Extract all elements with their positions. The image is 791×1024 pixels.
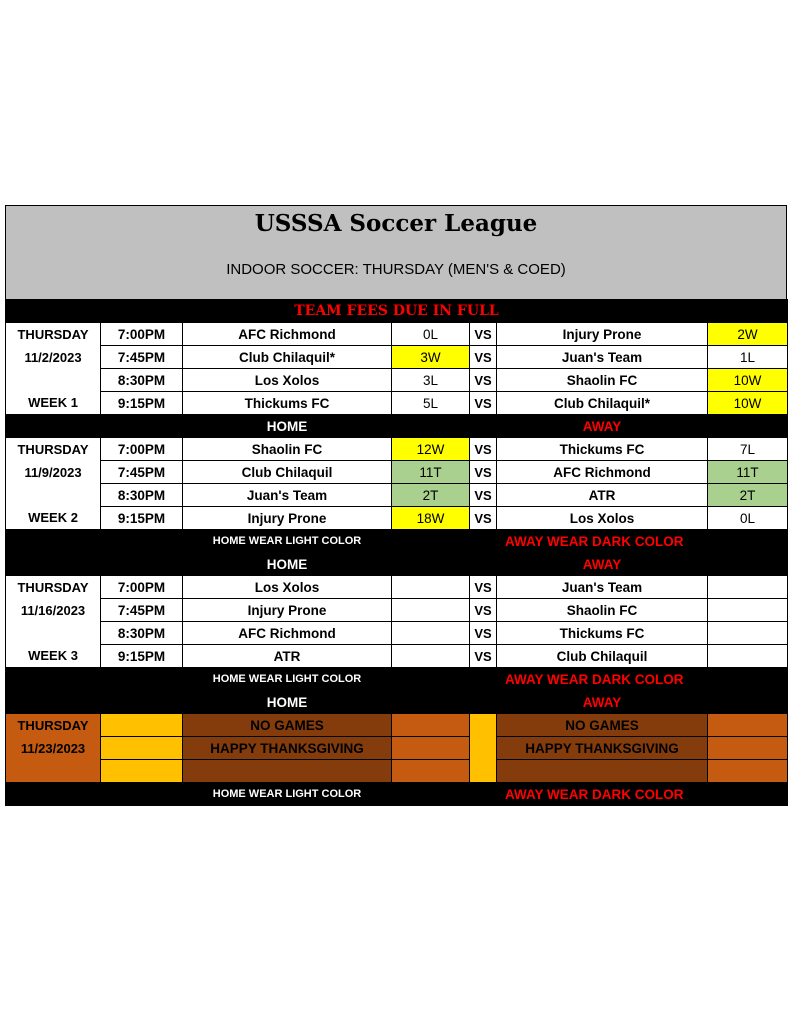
week-label: WEEK 1 <box>6 392 101 415</box>
date-label: 11/16/2023 <box>6 599 101 622</box>
home-team: Injury Prone <box>183 599 392 622</box>
home-score <box>392 622 470 645</box>
game-time: 9:15PM <box>101 392 183 415</box>
day-blank <box>6 622 101 645</box>
game-row <box>6 507 788 530</box>
spacer-cell <box>392 691 497 714</box>
league-subtitle: INDOOR SOCCER: THURSDAY (MEN'S & COED) <box>226 261 566 278</box>
game-row <box>6 323 788 346</box>
away-header: AWAY <box>497 415 708 438</box>
league-header <box>5 205 787 299</box>
home-team: Thickums FC <box>183 392 392 415</box>
away-team: Juan's Team <box>497 346 708 369</box>
vs-label: VS <box>470 576 497 599</box>
away-wear-note: AWAY WEAR DARK COLOR <box>497 530 788 553</box>
home-team: AFC Richmond <box>183 323 392 346</box>
home-header: HOME <box>183 691 392 714</box>
home-score: 0L <box>392 323 470 346</box>
game-time: 7:45PM <box>101 599 183 622</box>
holiday-divider <box>470 714 497 783</box>
date-label: 11/9/2023 <box>6 461 101 484</box>
vs-label: VS <box>470 346 497 369</box>
home-header: HOME <box>183 415 392 438</box>
away-score: 10W <box>708 369 788 392</box>
vs-label: VS <box>470 622 497 645</box>
home-team: Injury Prone <box>183 507 392 530</box>
fees-notice-row <box>6 300 788 323</box>
week-label: WEEK 3 <box>6 645 101 668</box>
game-time: 7:00PM <box>101 323 183 346</box>
wear-row <box>6 530 788 553</box>
game-time: 7:00PM <box>101 576 183 599</box>
home-wear-note: HOME WEAR LIGHT COLOR <box>183 783 392 806</box>
away-header: AWAY <box>497 553 708 576</box>
away-team: Thickums FC <box>497 438 708 461</box>
fees-notice: TEAM FEES DUE IN FULL <box>6 300 788 323</box>
home-score: 12W <box>392 438 470 461</box>
game-time: 8:30PM <box>101 484 183 507</box>
away-score: 0L <box>708 507 788 530</box>
game-row <box>6 438 788 461</box>
holiday-cell <box>101 714 183 737</box>
date-label: 11/2/2023 <box>6 346 101 369</box>
holiday-cell <box>392 760 470 783</box>
away-score: 10W <box>708 392 788 415</box>
wear-row <box>6 783 788 806</box>
schedule-table <box>5 299 788 806</box>
game-time: 8:30PM <box>101 369 183 392</box>
home-team: Club Chilaquil <box>183 461 392 484</box>
day-label: THURSDAY <box>6 323 101 346</box>
home-score: 2T <box>392 484 470 507</box>
away-score: 2T <box>708 484 788 507</box>
vs-label: VS <box>470 484 497 507</box>
holiday-cell <box>708 760 788 783</box>
holiday-cell <box>101 760 183 783</box>
day-label: THURSDAY <box>6 438 101 461</box>
date-label: 11/23/2023 <box>6 737 101 760</box>
home-team: ATR <box>183 645 392 668</box>
home-team: Shaolin FC <box>183 438 392 461</box>
game-row <box>6 599 788 622</box>
home-score: 3W <box>392 346 470 369</box>
home-away-row <box>6 553 788 576</box>
vs-label: VS <box>470 645 497 668</box>
game-row <box>6 484 788 507</box>
no-games-away: NO GAMES <box>497 714 708 737</box>
game-row <box>6 461 788 484</box>
no-games-home: NO GAMES <box>183 714 392 737</box>
game-time: 7:45PM <box>101 346 183 369</box>
away-team: Injury Prone <box>497 323 708 346</box>
away-team: Thickums FC <box>497 622 708 645</box>
spacer-cell <box>6 691 183 714</box>
home-team: Los Xolos <box>183 576 392 599</box>
away-team: Los Xolos <box>497 507 708 530</box>
day-blank <box>6 369 101 392</box>
away-score <box>708 576 788 599</box>
schedule-sheet <box>5 205 787 806</box>
game-time: 9:15PM <box>101 645 183 668</box>
away-score <box>708 645 788 668</box>
home-away-row <box>6 691 788 714</box>
game-time: 8:30PM <box>101 622 183 645</box>
game-time: 7:45PM <box>101 461 183 484</box>
away-team: Juan's Team <box>497 576 708 599</box>
vs-label: VS <box>470 369 497 392</box>
away-wear-note: AWAY WEAR DARK COLOR <box>497 783 788 806</box>
holiday-cell <box>708 714 788 737</box>
home-score: 18W <box>392 507 470 530</box>
game-row <box>6 622 788 645</box>
away-header: AWAY <box>497 691 708 714</box>
vs-label: VS <box>470 438 497 461</box>
game-row <box>6 346 788 369</box>
spacer-cell <box>708 415 788 438</box>
home-score: 3L <box>392 369 470 392</box>
holiday-row <box>6 714 788 737</box>
away-score <box>708 622 788 645</box>
day-label: THURSDAY <box>6 714 101 737</box>
vs-label: VS <box>470 392 497 415</box>
away-score: 2W <box>708 323 788 346</box>
away-team: Shaolin FC <box>497 369 708 392</box>
spacer-cell <box>392 415 497 438</box>
wear-row <box>6 668 788 691</box>
home-team: Juan's Team <box>183 484 392 507</box>
home-team: AFC Richmond <box>183 622 392 645</box>
away-team: AFC Richmond <box>497 461 708 484</box>
vs-label: VS <box>470 461 497 484</box>
spacer-cell <box>6 783 183 806</box>
spacer-cell <box>6 415 183 438</box>
home-team: Los Xolos <box>183 369 392 392</box>
thanksgiving-home: HAPPY THANKSGIVING <box>183 737 392 760</box>
day-label: THURSDAY <box>6 576 101 599</box>
holiday-cell <box>497 760 708 783</box>
game-row <box>6 645 788 668</box>
spacer-cell <box>6 530 183 553</box>
game-time: 7:00PM <box>101 438 183 461</box>
home-wear-note: HOME WEAR LIGHT COLOR <box>183 668 392 691</box>
thanksgiving-away: HAPPY THANKSGIVING <box>497 737 708 760</box>
vs-label: VS <box>470 323 497 346</box>
spacer-cell <box>6 668 183 691</box>
game-time: 9:15PM <box>101 507 183 530</box>
home-away-row <box>6 415 788 438</box>
holiday-cell <box>101 737 183 760</box>
holiday-cell <box>392 737 470 760</box>
game-row <box>6 392 788 415</box>
away-score: 11T <box>708 461 788 484</box>
holiday-cell <box>392 714 470 737</box>
holiday-cell <box>183 760 392 783</box>
spacer-cell <box>392 783 497 806</box>
holiday-cell <box>708 737 788 760</box>
away-score: 7L <box>708 438 788 461</box>
away-wear-note: AWAY WEAR DARK COLOR <box>497 668 788 691</box>
week-label: WEEK 2 <box>6 507 101 530</box>
away-team: Club Chilaquil* <box>497 392 708 415</box>
home-header: HOME <box>183 553 392 576</box>
vs-label: VS <box>470 507 497 530</box>
home-score: 11T <box>392 461 470 484</box>
away-score <box>708 599 788 622</box>
day-blank <box>6 760 101 783</box>
home-wear-note: HOME WEAR LIGHT COLOR <box>183 530 392 553</box>
home-score: 5L <box>392 392 470 415</box>
game-row <box>6 576 788 599</box>
spacer-cell <box>708 553 788 576</box>
spacer-cell <box>6 553 183 576</box>
away-score: 1L <box>708 346 788 369</box>
day-blank <box>6 484 101 507</box>
away-team: Club Chilaquil <box>497 645 708 668</box>
spacer-cell <box>392 553 497 576</box>
holiday-row <box>6 737 788 760</box>
home-score <box>392 599 470 622</box>
away-team: Shaolin FC <box>497 599 708 622</box>
holiday-row <box>6 760 788 783</box>
vs-label: VS <box>470 599 497 622</box>
home-score <box>392 576 470 599</box>
away-team: ATR <box>497 484 708 507</box>
spacer-cell <box>708 691 788 714</box>
spacer-cell <box>392 530 497 553</box>
game-row <box>6 369 788 392</box>
home-team: Club Chilaquil* <box>183 346 392 369</box>
league-title: USSSA Soccer League <box>254 210 538 237</box>
spacer-cell <box>392 668 497 691</box>
home-score <box>392 645 470 668</box>
